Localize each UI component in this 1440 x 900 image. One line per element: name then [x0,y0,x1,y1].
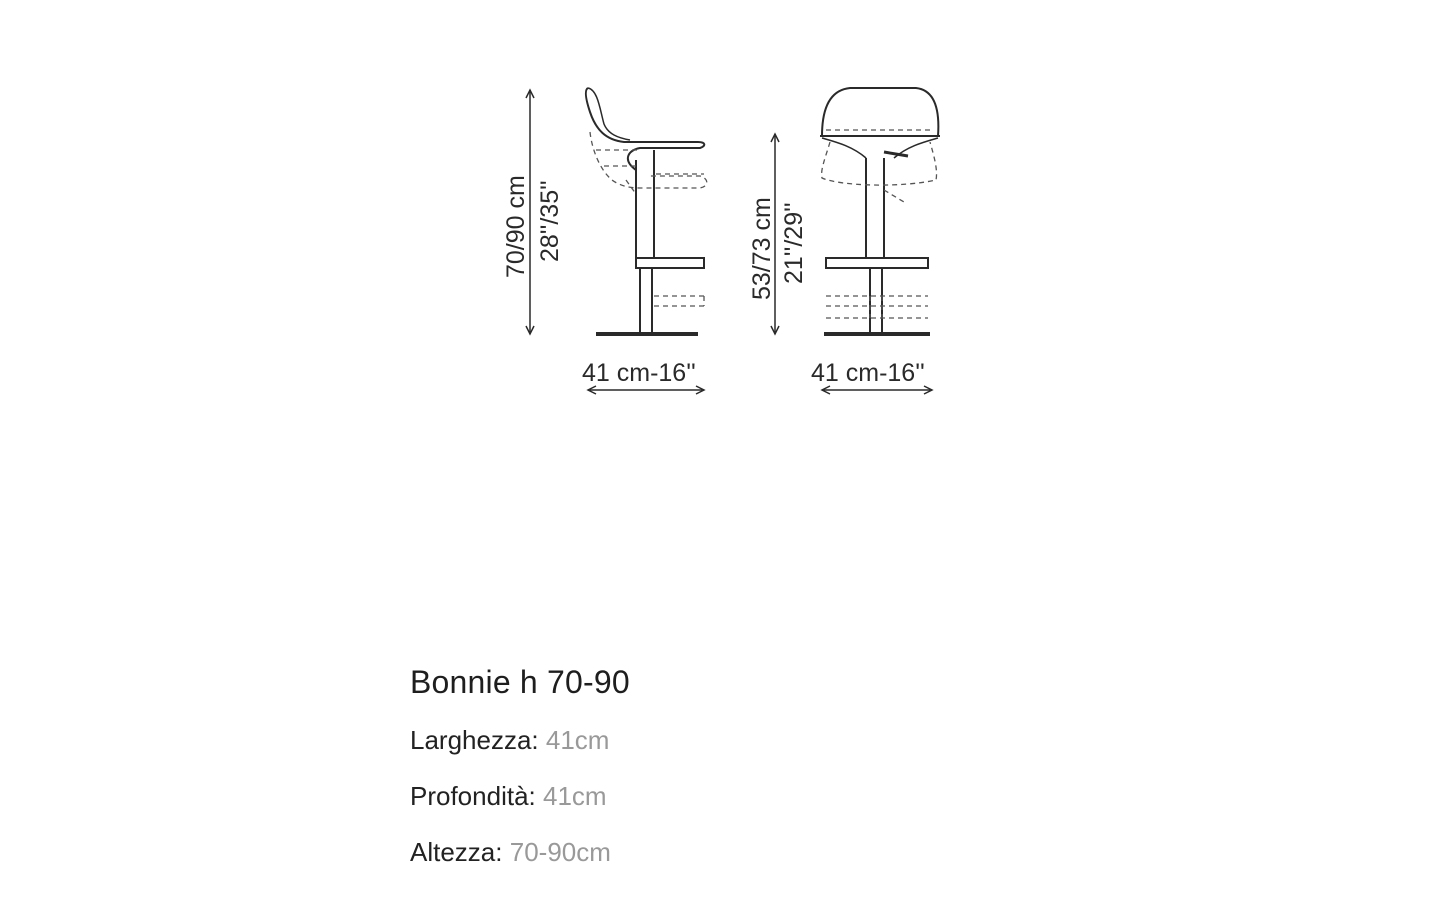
spec-depth [410,779,1010,813]
side-height-label-cm: 70/90 cm [502,175,530,278]
dimension-drawing [0,0,1440,420]
side-height-label-in: 28''/35'' [536,180,564,262]
spec-value: 41cm [542,781,607,811]
technical-drawing-svg [0,0,1440,420]
front-width-label: 41 cm-16'' [811,359,925,387]
spec-height [410,835,1010,869]
front-height-label-in: 21''/29'' [780,202,808,284]
spec-value: 41cm [545,725,610,755]
side-footrest [636,258,704,268]
product-title: Bonnie h 70-90 [410,664,630,700]
spec-label: Altezza: [410,837,503,867]
spec-label: Profondità: [410,781,536,811]
spec-value: 70-90cm [509,837,611,867]
spec-label: Larghezza: [410,725,539,755]
side-seat-shell [586,88,704,170]
side-width-label: 41 cm-16'' [582,359,696,387]
front-footrest [826,258,928,268]
spec-width [410,723,1010,757]
product-info [410,664,1010,891]
front-height-label-cm: 53/73 cm [748,197,776,300]
front-backrest [822,88,938,136]
